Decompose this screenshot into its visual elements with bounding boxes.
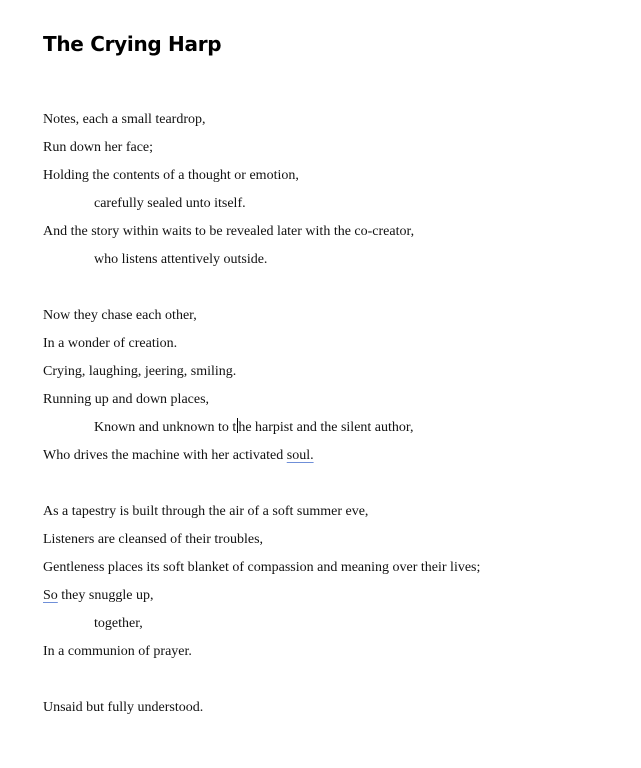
poem-line: Notes, each a small teardrop,: [43, 112, 206, 127]
poem-line: Run down her face;: [43, 140, 154, 155]
poem-line: Crying, laughing, jeering, smiling.: [43, 364, 237, 379]
spellcheck-flagged-word[interactable]: soul.: [286, 448, 314, 463]
poem-line-with-cursor: [43, 414, 623, 442]
poem-line: [43, 582, 623, 610]
poem-line: In a communion of prayer.: [43, 644, 192, 659]
poem-line-indented: carefully sealed unto itself.: [94, 196, 246, 211]
poem-line: Running up and down places,: [43, 392, 210, 407]
stanza-break: [43, 666, 623, 694]
poem-line: Gentleness places its soft blanket of compassion and meaning over their lives;: [43, 560, 481, 575]
line-text-after-cursor: he harpist and the silent author,: [238, 420, 414, 435]
stanza-break: [43, 470, 623, 498]
poem-line: Listeners are cleansed of their troubles,: [43, 532, 264, 547]
line-text-before-cursor: Known and unknown to t: [94, 420, 237, 435]
poem-line-indented: who listens attentively outside.: [94, 252, 268, 267]
line-text: Who drives the machine with her activated: [43, 448, 287, 463]
stanza-break: [43, 274, 623, 302]
poem-line: Holding the contents of a thought or emotion,: [43, 168, 299, 183]
poem-line: As a tapestry is built through the air of a soft summer eve,: [43, 504, 369, 519]
poem-line-indented: together,: [94, 616, 143, 631]
poem-line: Now they chase each other,: [43, 308, 197, 323]
poem-body[interactable]: [43, 106, 623, 722]
spellcheck-flagged-word[interactable]: So: [43, 588, 58, 603]
poem-closing-line: Unsaid but fully understood.: [43, 700, 204, 715]
poem-title: The Crying Harp: [43, 32, 222, 56]
poem-line: [43, 442, 623, 470]
poem-line: In a wonder of creation.: [43, 336, 178, 351]
line-text: they snuggle up,: [57, 588, 154, 603]
poem-line: And the story within waits to be revealed later with the co-creator,: [43, 224, 415, 239]
